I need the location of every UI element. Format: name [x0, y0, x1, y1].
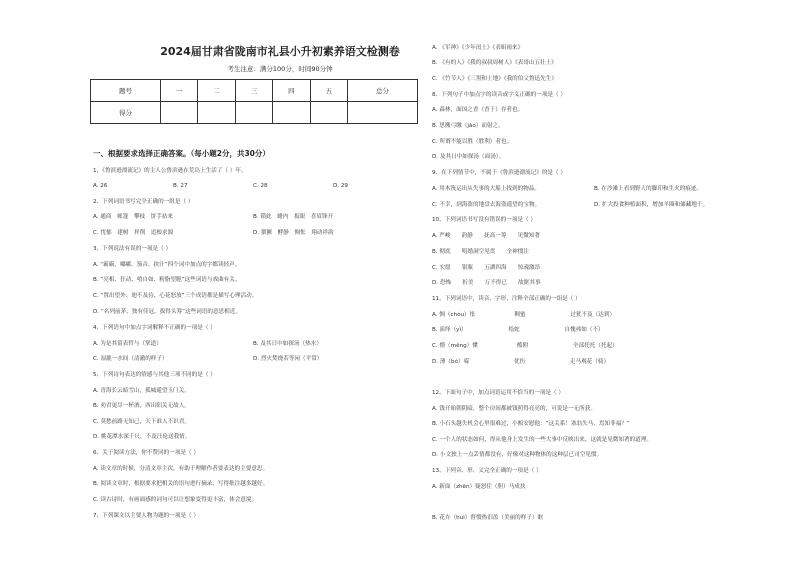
- question-line: 4、下列语句中加点字词解释不正确的一项是（ ）: [93, 325, 216, 331]
- question-line: B. 《有的人》《我的叔叔周树人》《表哥山五壮士》: [432, 60, 557, 66]
- question-line: A. 钱开始朝阴暗，整个房间都被钱照得亮亮的，可说是一无所获。: [432, 406, 596, 412]
- answer-option: A. 26: [93, 183, 108, 189]
- question-line: C. 不幸，到海盗的地盘去海盗遥望的宝物。: [432, 202, 541, 208]
- score-table-header-cell: 四: [273, 80, 310, 102]
- score-table-header-cell: 题号: [91, 80, 161, 102]
- answer-option: B. 在沙滩上看到野人的脚印和生火的痕迹。: [594, 186, 703, 192]
- answer-option: B. 彻底 明婚洞空见贯 全神惯注: [432, 249, 529, 255]
- answer-option: C. 湿漉一水间（清澈的样子）: [93, 356, 168, 362]
- question-line: B. 思搬弓缴（jǎo）而射之。: [432, 123, 504, 129]
- question-line: 10、下列词语书写没有错误的一项是（ ）: [432, 217, 536, 223]
- answer-option: D. 薄（bó）霉 优伤 走马观花（骑）: [432, 359, 610, 365]
- question-line: 5、下列诗句表达的情感与其他三项不同的是（ ）: [93, 372, 216, 378]
- question-line: 1、《鲁滨逊漂流记》的主人公鲁滨逊在荒岛上生活了（ ）年。: [93, 168, 247, 174]
- score-table-header-cell: 三: [235, 80, 272, 102]
- question-line: A. 用木筏运出从失事的大船上找到的物品。: [432, 186, 540, 192]
- score-table-cell: [348, 102, 418, 124]
- answer-option: A. 严峻 韵静 抚高一筹 见微知著: [432, 233, 540, 239]
- score-table-cell: [310, 102, 347, 124]
- answer-option: C. 宏愿 银瓶 五湖四海 惊魂激昂: [432, 265, 541, 271]
- question-line: 3、下列说法有误的一项是（ ）: [93, 246, 172, 252]
- answer-option: A. 为是其留表哲与（掌道）: [93, 341, 162, 347]
- answer-option: D. 恐怖 折美 万不得已 故眶其事: [432, 280, 541, 286]
- question-line: D. 及其日中如探汤（面汤）。: [432, 154, 505, 160]
- question-line: 13、下列音、形、义完全正确的一项是（ ）: [432, 468, 542, 474]
- score-table-header-cell: 二: [198, 80, 235, 102]
- score-table-cell: [273, 102, 310, 124]
- score-table-cell: 得分: [91, 102, 161, 124]
- section-heading: 一、根据要求选择正确答案。（每小题2分，共30分）: [93, 149, 270, 158]
- answer-option: A. 惆（chóu）怅 稠蜜 过犹不及（达到）: [432, 312, 616, 318]
- question-line: B. “亮相、狂动、嘻自如、粉脂望脆”这些词语与戏曲有关。: [93, 277, 241, 283]
- answer-option: B. 锁此 蜡内 扳眼 喜眉锋开: [253, 214, 334, 220]
- score-table-header-cell: 总分: [348, 80, 418, 102]
- question-line: A. 森林，面国之香（香于）存者也。: [432, 107, 524, 113]
- question-line: A. 青海长云暗雪山，孤城遥望玉门关。: [93, 388, 190, 394]
- question-line: 6、关于阅读方法，你不赞同的一项是（ ）: [93, 450, 200, 456]
- score-table-cell: [235, 102, 272, 124]
- question-line: 2、下列词语书写完全正确的一组是（ ）: [93, 199, 194, 205]
- score-table-header-cell: 一: [160, 80, 197, 102]
- answer-option: B. 演绎（yì） 绘蛇 自愧弗如（不）: [432, 327, 604, 333]
- score-table-cell: [160, 102, 197, 124]
- question-line: B. 阅读文章时，根据要求把相关的语句进行摘录，写得批注越多越好。: [93, 481, 269, 487]
- exam-note: 考生注意：满分100分，时间90分钟: [227, 65, 333, 73]
- question-line: 11、下列词语中，读音、字形、注释全部正确的一组是（ ）: [432, 296, 581, 302]
- question-line: C. 《竹节人》《三黑和土地》《我的伯父鲁迅先生》: [432, 76, 557, 82]
- answer-option: D. 烈火焚烧若等闲（平常）: [253, 356, 323, 362]
- question-line: C. 读古诗时，有画面感的词句可以让想象变得更丰富，体会意境。: [93, 497, 258, 503]
- score-table: [90, 79, 418, 124]
- score-table-header-cell: 五: [310, 80, 347, 102]
- question-line: B. 花卉（huì）督惯热泪盈（美丽的样子）眶: [432, 515, 544, 521]
- question-line: D. 桃花潭水深千尺，不及汪伦送我情。: [93, 434, 191, 440]
- score-table-cell: [198, 102, 235, 124]
- question-line: C. 所谓不能以胜（胜利）者也。: [432, 139, 513, 145]
- answer-option: B. 27: [173, 183, 188, 189]
- page-title: 2024届甘肃省陇南市礼县小升初素养语文检测卷: [160, 45, 400, 58]
- answer-option: D. 扩大投食种植面积，增加羊圈和储藏地干。: [594, 202, 709, 208]
- question-line: B. 小石头越失机会心里很难过，小贩安慰他：“这关系！塞翁失马，焉知非福？”: [432, 421, 630, 427]
- question-line: B. 劝君更尽一杯酒，西出阳关无故人。: [93, 403, 190, 409]
- question-line: C. 一个人的状态如何，得从他身上发生的一些大事中反映出来，这就是见微知著的道理。: [432, 437, 653, 443]
- answer-option: A. 通商 帐篷 攀枝 饼手拈来: [93, 214, 174, 220]
- question-line: 9、在下列情节中，不属于《鲁滨逊漂流记》的是（ ）: [432, 170, 566, 176]
- question-line: A. 《军神》《少年闰土》《表姐雨来》: [432, 45, 524, 51]
- question-line: A. “霸霸、嘟嘟、笳音、抉汁”四个词中加点的字都读轻声。: [93, 262, 241, 268]
- answer-option: B. 及其日中如探汤（热水）: [253, 341, 322, 347]
- question-line: C. “置出望外、迪不及待、心花怒放”三个成语都是描写心理活动。: [93, 293, 258, 299]
- answer-option: C. 28: [253, 183, 268, 189]
- answer-option: D. 29: [333, 183, 348, 189]
- question-line: D. “名列前茅、独有佳冠、拔得头筹”这些词语的意思相近。: [93, 309, 241, 315]
- answer-option: D. 猥獗 酵静 惆怅 翔动祥韵: [253, 230, 334, 236]
- question-line: 8、下列句子中加点字的读音或字义正确的一项是（ ）: [432, 92, 566, 98]
- question-line: A. 读文章的时候，分清文章主次，有助于理解作者要表达的主要意思。: [93, 466, 269, 472]
- question-line: C. 莫愁前路无知己，天下谁人不识君。: [93, 419, 190, 425]
- answer-option: C. 忧郁 建树 抨削 追根求源: [93, 230, 174, 236]
- answer-option: C. 懵（měng）懂 酷附 全部托托（托起）: [432, 343, 618, 349]
- question-line: D. 小文独上一点丢情都没有，好像对这种物体的这种层已司空见惯。: [432, 452, 603, 458]
- question-line: A. 新面（zhēn）疑怒住（胆）马成扶: [432, 484, 526, 490]
- question-line: 7、下列课文以主要人物为题的一项是（ ）: [93, 513, 200, 519]
- question-line: 12、下面句子中，加点词语运用不恰当的一项是（ ）: [432, 390, 564, 396]
